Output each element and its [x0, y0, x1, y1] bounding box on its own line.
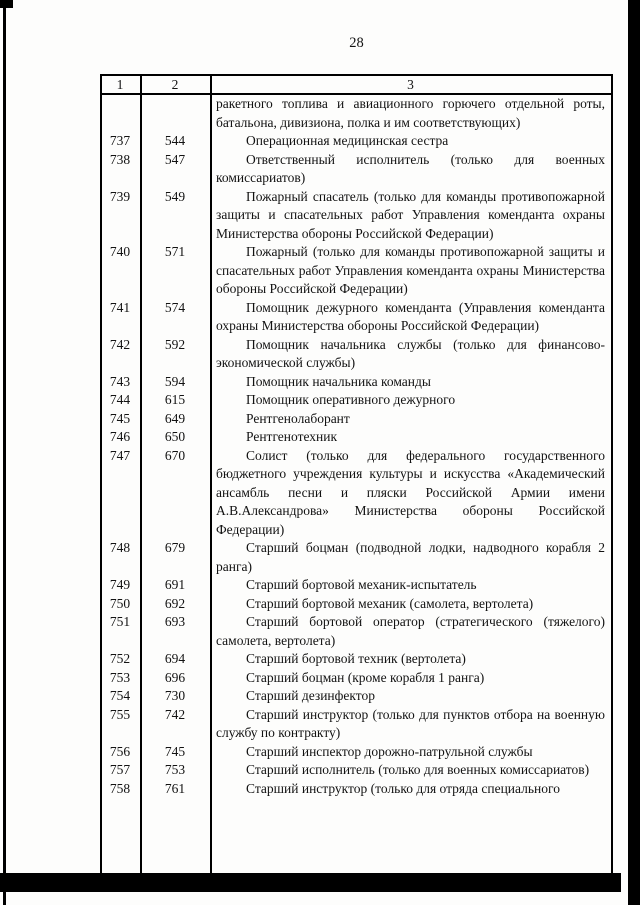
row-number-cell: 756	[109, 743, 131, 759]
table-row	[100, 780, 613, 799]
row-text-cell: Пожарный (только для команды противопожарной защиты и спасательных работ Управления коменданта охраны Министерства обороны Российской Федерации)	[216, 244, 605, 296]
page-number: 28	[349, 35, 364, 51]
row-text-cell: Старший инструктор (только для пунктов отбора на военную службу по контракту)	[216, 706, 605, 740]
row-number-cell: 745	[109, 410, 131, 426]
table-row	[100, 391, 613, 410]
row-text-cell: Старший бортовой оператор (стратегического (тяжелого) самолета, вертолета)	[216, 614, 605, 648]
table-row	[100, 428, 613, 447]
row-number-cell: 757	[109, 762, 131, 777]
row-text-cell: ракетного топлива и авиационного горючего отдельной роты, батальона, дивизиона, полка и им соответствующих)	[216, 96, 605, 130]
table-row	[100, 687, 613, 706]
table-row	[100, 243, 613, 299]
table-row	[100, 743, 613, 762]
table-row	[100, 410, 613, 429]
row-text-cell: Старший инспектор дорожно-патрульной службы	[246, 743, 533, 759]
row-code-cell: 679	[164, 540, 186, 555]
row-number-cell: 747	[109, 447, 131, 463]
table-row	[100, 373, 613, 392]
table-row	[100, 613, 613, 650]
row-text-cell: Рентгенотехник	[246, 429, 338, 444]
row-number-cell: 755	[109, 706, 131, 722]
table-border-right	[611, 76, 613, 873]
table-row	[100, 151, 613, 188]
header-cell-col1: 1	[116, 77, 124, 92]
row-number-cell: 737	[109, 133, 131, 148]
row-text-cell: Старший боцман (кроме корабля 1 ранга)	[246, 669, 485, 685]
row-code-cell: 594	[164, 373, 186, 389]
row-text-cell: Солист (только для федерального государственного бюджетного учреждения культуры и искусства «Академический ансамбль песни и пляски Российской Армии имени А.В.Александрова» Министерства обороны Российской Федерации)	[216, 447, 605, 537]
row-text-cell: Помощник дежурного коменданта (Управления коменданта охраны Министерства обороны Российской Федерации)	[216, 299, 605, 333]
table-row	[100, 132, 613, 151]
row-text-cell: Старший бортовой механик (самолета, вертолета)	[246, 595, 534, 611]
table-row	[100, 650, 613, 669]
table-row	[100, 706, 613, 743]
table-row	[100, 539, 613, 576]
row-code-cell: 693	[164, 614, 186, 629]
row-text-cell: Ответственный исполнитель (только для военных комиссариатов)	[216, 151, 605, 185]
row-text-cell: Старший исполнитель (только для военных комиссариатов)	[246, 762, 590, 777]
row-number-cell: 751	[109, 614, 131, 629]
row-code-cell: 753	[164, 762, 186, 777]
row-code-cell: 692	[164, 595, 186, 611]
column-divider-1	[140, 76, 142, 873]
row-code-cell: 670	[164, 447, 186, 463]
row-code-cell: 696	[164, 669, 186, 685]
row-number-cell: 749	[109, 577, 131, 592]
row-code-cell: 745	[164, 743, 186, 759]
table-row	[100, 188, 613, 244]
table-row	[100, 761, 613, 780]
row-code-cell: 649	[164, 410, 186, 426]
positions-table	[100, 74, 613, 873]
table-row	[100, 299, 613, 336]
table-row	[100, 595, 613, 614]
row-code-cell: 592	[164, 336, 186, 352]
row-code-cell: 549	[164, 188, 186, 204]
row-text-cell: Старший боцман (подводной лодки, надводного корабля 2 ранга)	[216, 540, 605, 574]
scan-edge-left	[3, 0, 6, 905]
row-number-cell: 738	[109, 151, 131, 167]
row-code-cell: 547	[164, 151, 186, 167]
row-number-cell: 750	[109, 595, 131, 611]
row-number-cell: 740	[109, 244, 131, 259]
table-border-left	[100, 76, 102, 873]
table-row	[100, 95, 613, 132]
row-text-cell: Рентгенолаборант	[246, 410, 350, 426]
scan-edge-right	[628, 0, 640, 905]
scan-edge-bottom	[0, 873, 621, 892]
row-number-cell: 743	[109, 373, 131, 389]
row-number-cell: 742	[109, 336, 131, 352]
row-text-cell: Старший бортовой механик-испытатель	[246, 577, 477, 592]
row-code-cell: 694	[164, 651, 186, 666]
row-number-cell: 752	[109, 651, 131, 666]
row-number-cell: 758	[109, 780, 131, 796]
table-row	[100, 576, 613, 595]
row-code-cell: 691	[164, 577, 186, 592]
table-row	[100, 669, 613, 688]
row-number-cell: 753	[109, 669, 131, 685]
row-number-cell: 744	[109, 392, 131, 407]
row-text-cell: Помощник начальника команды	[246, 373, 431, 389]
column-divider-2	[210, 76, 212, 873]
row-number-cell: 741	[109, 299, 131, 315]
row-number-cell: 746	[109, 429, 131, 444]
row-number-cell: 748	[109, 540, 131, 555]
row-code-cell: 571	[164, 244, 186, 259]
header-cell-col3: 3	[407, 77, 414, 92]
row-text-cell: Старший дезинфектор	[246, 688, 376, 703]
row-text-cell: Старший бортовой техник (вертолета)	[246, 651, 466, 666]
header-cell-col2: 2	[171, 77, 179, 92]
row-code-cell: 615	[164, 392, 186, 407]
row-number-cell: 754	[109, 688, 131, 703]
row-code-cell: 730	[164, 688, 186, 703]
row-number-cell: 739	[109, 188, 131, 204]
table-body	[100, 95, 613, 798]
table-row	[100, 447, 613, 540]
row-text-cell: Помощник оперативного дежурного	[246, 392, 456, 407]
row-code-cell: 742	[164, 706, 186, 722]
row-text-cell: Пожарный спасатель (только для команды противопожарной защиты и спасательных работ Управления коменданта охраны Министерства обороны Российской Федерации)	[216, 188, 605, 241]
row-text-cell: Помощник начальника службы (только для финансово-экономической службы)	[216, 336, 605, 370]
row-text-cell: Старший инструктор (только для отряда специального	[246, 780, 560, 796]
scan-corner-top-left	[0, 0, 13, 8]
table-row	[100, 336, 613, 373]
row-code-cell: 761	[164, 780, 186, 796]
row-code-cell: 544	[164, 133, 186, 148]
row-text-cell: Операционная медицинская сестра	[246, 133, 449, 148]
row-code-cell: 574	[164, 299, 186, 315]
row-code-cell: 650	[164, 429, 186, 444]
table-header-row	[100, 76, 613, 95]
